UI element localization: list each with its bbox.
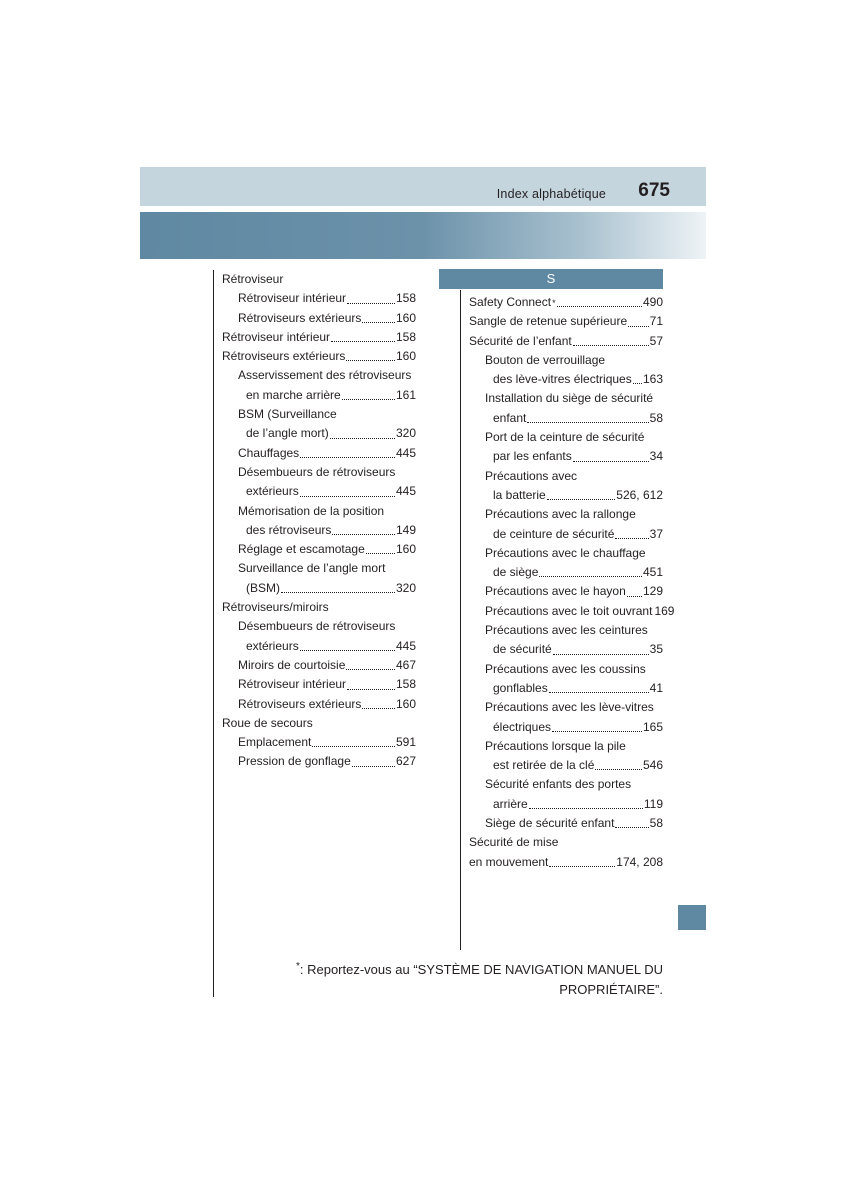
index-entry-page: 467 [395, 657, 416, 672]
column-divider-left [213, 270, 214, 997]
index-column-left [222, 270, 416, 772]
dot-leader [628, 325, 649, 327]
index-entry [222, 637, 416, 656]
index-entry [469, 602, 675, 621]
index-entry [222, 405, 416, 424]
dot-leader [557, 305, 642, 307]
index-entry-text: Rétroviseurs extérieurs [238, 310, 362, 325]
dot-leader [615, 537, 648, 539]
index-entry [222, 675, 416, 694]
index-entry-text: par les enfants [493, 449, 572, 464]
section-letter-header: S [439, 269, 663, 289]
index-entry-text: Précautions avec [485, 468, 578, 483]
index-entry-text: gonflables [493, 680, 548, 695]
index-entry [222, 656, 416, 675]
index-entry-page: 320 [395, 580, 416, 595]
index-entry [222, 502, 416, 521]
index-entry-text: Asservissement des rétroviseurs [238, 368, 412, 383]
index-entry [222, 366, 416, 385]
index-entry-text: la batterie [493, 487, 546, 502]
index-entry [469, 525, 663, 544]
footnote-line-1 [280, 957, 663, 980]
index-entry-page: 451 [642, 565, 663, 580]
index-entry-text: Précautions avec le toit ouvrant [485, 603, 653, 618]
index-entry [469, 795, 663, 814]
index-entry [469, 775, 663, 794]
index-entry [469, 312, 663, 331]
index-entry-text: Précautions lorsque la pile [485, 738, 626, 753]
index-entry-page: 160 [395, 349, 416, 364]
index-entry [469, 660, 663, 679]
index-entry-page: 119 [643, 796, 663, 811]
index-entry [222, 386, 416, 405]
index-entry-text: extérieurs [246, 638, 299, 653]
index-entry-text: Chauffages [238, 445, 300, 460]
index-entry-text: Précautions avec les lève-vitres [485, 700, 654, 715]
footnote-line-2: PROPRIÉTAIRE”. [559, 982, 663, 997]
index-entry-page: 445 [395, 445, 416, 460]
footnote-marker: * [552, 298, 556, 308]
footnote-text-1: : Reportez-vous au “SYSTÈME DE NAVIGATION MANUEL DU [299, 962, 663, 977]
dot-leader [527, 421, 648, 423]
index-entry [469, 679, 663, 698]
dot-leader [300, 495, 395, 497]
dot-leader [552, 730, 642, 732]
index-entry-text: Bouton de verrouillage [485, 352, 606, 367]
dot-leader [539, 575, 642, 577]
index-entry-page: 161 [395, 387, 416, 402]
index-column-right [469, 293, 675, 872]
dot-leader [312, 745, 395, 747]
index-entry-text: Précautions avec les ceintures [485, 623, 648, 638]
index-entry-page: 490 [642, 295, 663, 309]
dot-leader [573, 344, 649, 346]
footnote-star: * [295, 961, 300, 972]
index-entry-text: Emplacement [238, 735, 312, 750]
index-entry-page: 165 [642, 719, 663, 734]
index-entry-page: 174, 208 [616, 854, 663, 869]
dot-leader [573, 460, 649, 462]
dot-leader [627, 595, 642, 597]
page-number: 675 [638, 180, 670, 201]
index-entry-text: Sécurité de l’enfant [469, 333, 572, 348]
index-entry [469, 332, 663, 351]
dot-leader [300, 649, 395, 651]
index-entry-text: Précautions avec le chauffage [485, 545, 646, 560]
index-entry-page: 546 [642, 758, 663, 773]
index-entry-text: Mémorisation de la position [238, 503, 385, 518]
index-entry-text: Désembueurs de rétroviseurs [238, 464, 396, 479]
index-entry-page: 445 [395, 484, 416, 499]
dot-leader [529, 807, 643, 809]
index-entry-text: des lève-vitres électriques [493, 372, 632, 387]
dot-leader [549, 691, 649, 693]
chapter-tab-marker [678, 905, 706, 930]
index-entry-text: BSM (Surveillance [238, 407, 337, 422]
index-entry-page: 160 [395, 310, 416, 325]
index-entry-page: 58 [649, 816, 663, 831]
index-entry-page: 57 [649, 333, 663, 348]
index-entry [222, 540, 416, 559]
dot-leader [331, 340, 395, 342]
index-entry [222, 270, 416, 289]
index-entry-page: 320 [395, 426, 416, 441]
index-entry-text: Sécurité enfants des portes [485, 777, 632, 792]
index-entry-page: 158 [395, 677, 416, 692]
index-entry [469, 486, 663, 505]
index-entry-text: Rétroviseur intérieur [238, 291, 347, 306]
index-entry-text: Miroirs de courtoisie [238, 657, 346, 672]
footnote [280, 957, 663, 1000]
index-entry-text: (BSM) [246, 580, 280, 595]
index-entry [469, 698, 663, 717]
index-entry-text: Rétroviseurs extérieurs [222, 349, 346, 364]
index-entry [469, 370, 663, 389]
dot-leader [595, 768, 642, 770]
index-entry [469, 756, 663, 775]
index-entry-page: 169 [654, 603, 675, 618]
dot-leader [366, 552, 395, 554]
index-entry-text: Surveillance de l’angle mort [238, 561, 386, 576]
dot-leader [362, 321, 395, 323]
index-entry-text: Rétroviseur [222, 272, 284, 286]
index-entry-page: 445 [395, 638, 416, 653]
index-entry-page: 71 [649, 314, 663, 329]
index-entry [469, 737, 663, 756]
dot-leader [549, 865, 615, 867]
index-entry [222, 521, 416, 540]
index-entry-text: en marche arrière [246, 387, 341, 402]
index-entry [222, 328, 416, 347]
index-entry-text: Désembueurs de rétroviseurs [238, 619, 396, 634]
dot-leader [633, 382, 642, 384]
index-entry [222, 598, 416, 617]
dot-leader [346, 359, 395, 361]
index-entry-page: 41 [649, 680, 663, 695]
index-entry [222, 347, 416, 366]
index-entry [222, 482, 416, 501]
index-entry [469, 409, 663, 428]
index-entry-text: électriques [493, 719, 552, 734]
dot-leader [300, 456, 395, 458]
index-entry-text: Précautions avec la rallonge [485, 507, 636, 522]
index-entry [469, 833, 663, 852]
column-divider-middle [460, 290, 461, 950]
index-entry [222, 733, 416, 752]
index-entry-text: en mouvement [469, 854, 549, 869]
dot-leader [281, 591, 395, 593]
index-entry [469, 505, 663, 524]
index-entry-text: est retirée de la clé [493, 758, 595, 773]
dot-leader [347, 302, 395, 304]
index-entry-text: des rétroviseurs [246, 522, 332, 537]
index-entry-page: 160 [395, 542, 416, 557]
index-entry-text: Précautions avec le hayon [485, 584, 626, 599]
index-entry [469, 853, 663, 872]
index-entry-text: Pression de gonflage [238, 754, 351, 769]
index-entry-page: 158 [395, 329, 416, 344]
index-entry-page: 34 [649, 449, 663, 464]
index-entry-page: 591 [395, 735, 416, 750]
index-entry [469, 428, 663, 447]
dot-leader [342, 398, 395, 400]
index-entry [469, 447, 663, 466]
dot-leader [362, 707, 395, 709]
index-entry-page: 526, 612 [616, 487, 663, 502]
index-entry [469, 563, 663, 582]
index-entry [222, 579, 416, 598]
index-entry-page: 35 [649, 642, 663, 657]
dot-leader [330, 437, 395, 439]
dot-leader [346, 668, 395, 670]
index-entry [222, 752, 416, 771]
index-entry-page: 129 [642, 584, 663, 599]
index-entry-page: 163 [642, 372, 663, 387]
index-entry [469, 389, 663, 408]
index-entry-text: Réglage et escamotage [238, 542, 365, 557]
index-entry-page: 58 [649, 410, 663, 425]
index-entry [222, 309, 416, 328]
index-entry-text: arrière [493, 796, 528, 811]
index-entry-text: extérieurs [246, 484, 299, 499]
index-entry [469, 544, 663, 563]
index-entry-text: de l’angle mort) [246, 426, 329, 441]
header-gradient-band [140, 212, 706, 259]
index-entry-text: Rétroviseur intérieur [222, 329, 331, 344]
index-entry [222, 617, 416, 636]
index-entry [222, 289, 416, 308]
index-entry-page: 149 [395, 522, 416, 537]
index-entry [222, 559, 416, 578]
index-entry-text: Sangle de retenue supérieure [469, 314, 628, 329]
index-entry [222, 444, 416, 463]
index-entry-text: de ceinture de sécurité [493, 526, 615, 541]
header-title: Index alphabétique [496, 187, 606, 201]
dot-leader [352, 765, 395, 767]
index-entry-page: 627 [395, 754, 416, 769]
index-entry-text: Siège de sécurité enfant [485, 816, 615, 831]
index-entry-page: 37 [649, 526, 663, 541]
index-entry [469, 640, 663, 659]
index-entry-text: Port de la ceinture de sécurité [485, 430, 645, 445]
index-entry-text: Rétroviseur intérieur [238, 677, 347, 692]
page-header [140, 167, 706, 206]
index-entry [469, 621, 663, 640]
index-entry-text: de sécurité [493, 642, 552, 657]
index-entry-text: Rétroviseurs extérieurs [238, 696, 362, 711]
index-entry-text: de siège [493, 565, 539, 580]
index-entry [222, 695, 416, 714]
index-entry [469, 718, 663, 737]
index-entry-text: Rétroviseurs/miroirs [222, 600, 329, 615]
index-entry [222, 463, 416, 482]
dot-leader [347, 688, 395, 690]
index-entry-page: 158 [395, 291, 416, 306]
dot-leader [547, 498, 616, 500]
index-entry [469, 814, 663, 833]
index-entry [469, 582, 663, 601]
dot-leader [615, 826, 648, 828]
index-entry-text: Sécurité de mise [469, 835, 559, 850]
index-entry [469, 467, 663, 486]
index-entry-text: Roue de secours [222, 715, 313, 730]
index-entry-text: enfant [493, 410, 527, 425]
index-entry [469, 293, 663, 312]
dot-leader [553, 653, 649, 655]
index-entry-text: Précautions avec les coussins [485, 661, 646, 676]
index-entry-text: Installation du siège de sécurité [485, 391, 654, 406]
index-entry-text: Safety Connect [469, 295, 552, 309]
index-entry-page: 160 [395, 696, 416, 711]
dot-leader [332, 533, 395, 535]
index-entry [222, 424, 416, 443]
index-entry [469, 351, 663, 370]
index-entry [222, 714, 416, 733]
